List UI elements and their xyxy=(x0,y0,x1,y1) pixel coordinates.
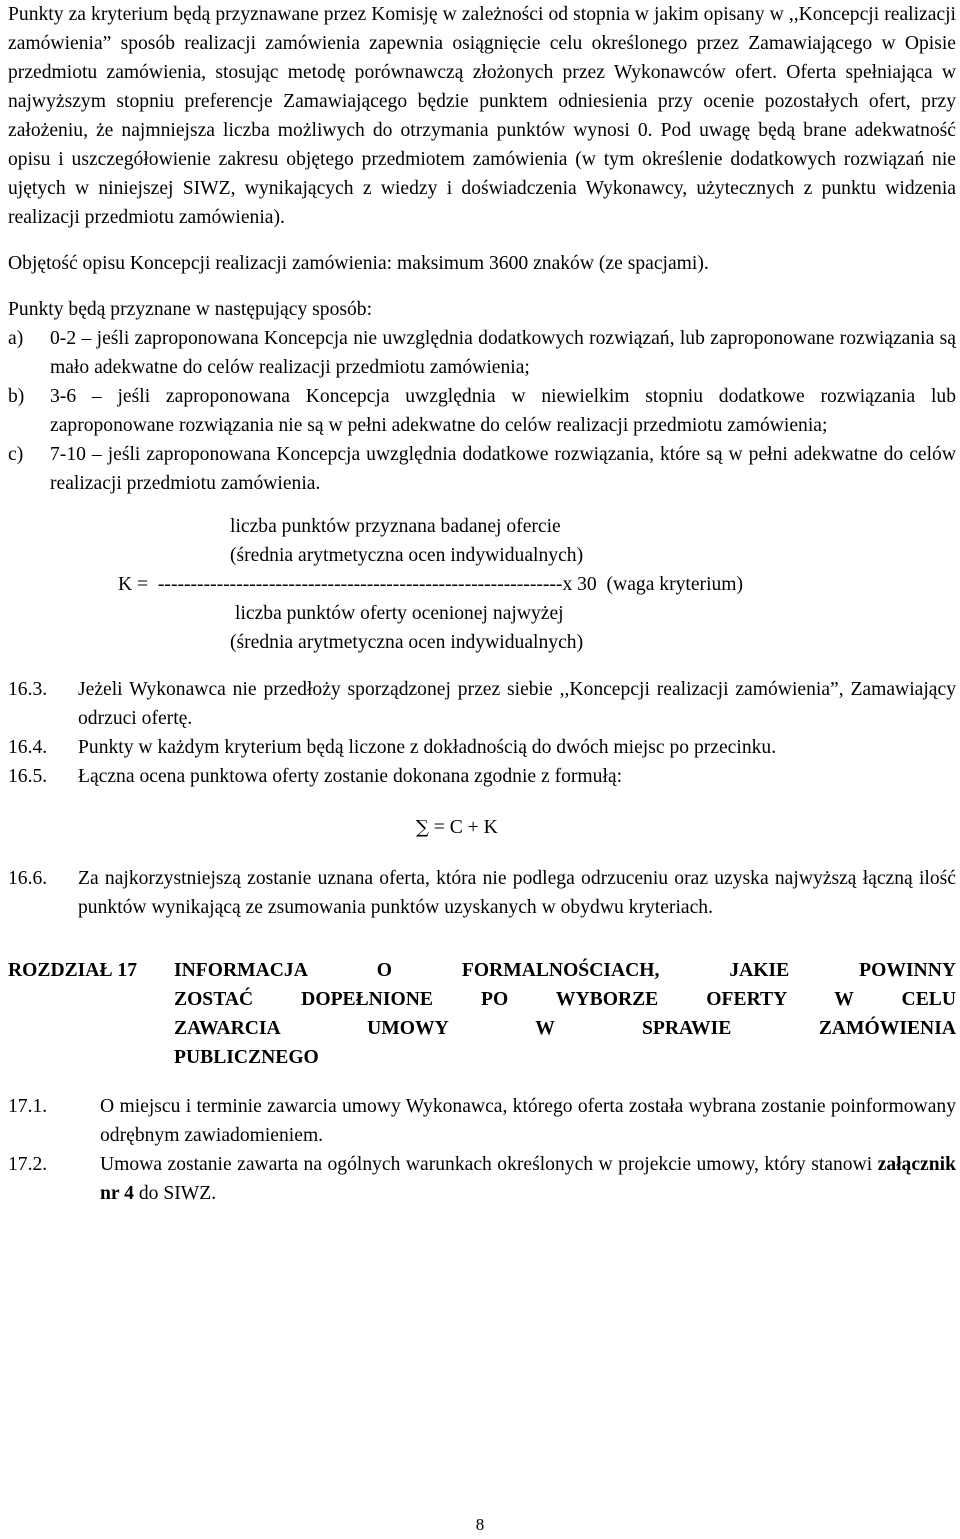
point-number: 16.3. xyxy=(8,679,48,700)
point-text-before: Umowa zostanie zawarta na ogólnych warunkach określonych w projekcie umowy, który stanowi xyxy=(100,1154,878,1175)
point-number: 16.6. xyxy=(8,868,48,889)
intro-paragraph: Punkty za kryterium będą przyznawane przez Komisję w zależności od stopnia w jakim opisany w ,,Koncepcji realizacji zamówienia” sposób realizacji zamówienia zapewnia osiągnięcie celu określonego przez Zamawiającego w Opisie przedmiotu zamówienia, stosując metodę porównawczą złożonych przez Wykonawców ofert. Oferta spełniająca w najwyższym stopniu preferencje Zamawiającego będzie punktem odniesienia przy ocenie pozostałych ofert, przy założeniu, że najmniejsza liczba możliwych do otrzymania punktów wynosi 0. Pod uwagę będą brane adekwatność opisu i uszczegółowienie zakresu objętego przedmiotem zamówienia (w tym określenie dodatkowych rozwiązań nie ujętych w niniejszej SIWZ, wynikających z wiedzy i doświadczenia Wykonawcy, użytecznych z punktu widzenia realizacji przedmiotu zamówienia). xyxy=(8,4,956,228)
volume-note: Objętość opisu Koncepcji realizacji zamówienia: maksimum 3600 znaków (ze spacjami). xyxy=(8,253,709,274)
point-17-1 xyxy=(8,1092,956,1150)
scoring-item-letter: c) xyxy=(8,444,24,465)
scoring-intro: Punkty będą przyznane w następujący sposób: xyxy=(8,299,373,320)
point-number: 17.2. xyxy=(8,1154,48,1175)
sum-formula xyxy=(8,813,956,842)
chapter-title-line: ZOSTAĆ DOPEŁNIONE PO WYBORZE OFERTY W CELU xyxy=(174,989,956,1010)
formula-main-line: K = --------------------------------------------------------------x 30 (waga kryterium) xyxy=(118,574,744,595)
scoring-item-c xyxy=(8,440,956,498)
point-number: 16.4. xyxy=(8,737,48,758)
sum-sign: ∑ xyxy=(416,817,429,838)
chapter-title xyxy=(174,956,956,1072)
scoring-item-text: 0-2 – jeśli zaproponowana Koncepcja nie uwzględnia dodatkowych rozwiązań, lub zaproponowane rozwiązania są mało adekwatne do celów realizacji przedmiotu zamówienia; xyxy=(50,328,956,378)
point-number: 17.1. xyxy=(8,1096,48,1117)
point-text xyxy=(100,1150,956,1208)
point-text: Za najkorzystniejszą zostanie uznana oferta, która nie podlega odrzuceniu oraz uzyska najwyższą łączną ilość punktów wynikającą ze zsumowania punktów uzyskanych w obydwu kryteriach. xyxy=(78,868,956,918)
point-text: O miejscu i terminie zawarcia umowy Wykonawca, którego oferta została wybrana zostanie poinformowany odrębnym zawiadomieniem. xyxy=(100,1096,956,1146)
point-text: Łączna ocena punktowa oferty zostanie dokonana zgodnie z formułą: xyxy=(78,766,623,787)
document-page xyxy=(8,0,956,1208)
point-16-3 xyxy=(8,675,956,733)
point-16-4 xyxy=(8,733,956,762)
point-17-2 xyxy=(8,1150,956,1208)
scoring-item-letter: b) xyxy=(8,386,25,407)
point-number: 16.5. xyxy=(8,766,48,787)
point-16-5 xyxy=(8,762,956,791)
scoring-item-text: 7-10 – jeśli zaproponowana Koncepcja uwzględnia dodatkowe rozwiązania, które są w pełni adekwatne do celów realizacji przedmiotu zamówienia. xyxy=(50,444,956,494)
scoring-item-a xyxy=(8,324,956,382)
sum-formula-rest: = C + K xyxy=(428,817,498,838)
k-formula xyxy=(8,512,956,657)
chapter-title-line: INFORMACJA O FORMALNOŚCIACH, JAKIE POWINNY xyxy=(174,960,956,981)
attachment-reference: załącznik nr 4 xyxy=(100,1154,956,1204)
scoring-item-letter: a) xyxy=(8,328,24,349)
point-text: Punkty w każdym kryterium będą liczone z dokładnością do dwóch miejsc po przecinku. xyxy=(78,737,777,758)
scoring-list xyxy=(8,324,956,498)
scoring-item-b xyxy=(8,382,956,440)
chapter-title-line: PUBLICZNEGO xyxy=(174,1047,319,1068)
chapter-title-line: ZAWARCIA UMOWY W SPRAWIE ZAMÓWIENIA xyxy=(174,1018,956,1039)
page-number: 8 xyxy=(475,1515,485,1534)
chapter-number: ROZDZIAŁ 17 xyxy=(8,960,138,981)
chapter-heading xyxy=(8,956,956,1072)
formula-numerator-line1: liczba punktów przyznana badanej ofercie xyxy=(230,516,561,537)
formula-denominator-line2: (średnia arytmetyczna ocen indywidualnych) xyxy=(230,632,584,653)
scoring-item-text: 3-6 – jeśli zaproponowana Koncepcja uwzględnia w niewielkim stopniu dodatkowe rozwiązania lub zaproponowane rozwiązania nie są w pełni adekwatne do celów realizacji przedmiotu zamówienia; xyxy=(50,386,956,436)
formula-denominator-line1: liczba punktów oferty ocenionej najwyżej xyxy=(235,603,564,624)
point-text: Jeżeli Wykonawca nie przedłoży sporządzonej przez siebie ,,Koncepcji realizacji zamówienia”, Zamawiający odrzuci ofertę. xyxy=(78,679,956,729)
point-text-after: do SIWZ. xyxy=(133,1183,217,1204)
point-16-6 xyxy=(8,864,956,922)
formula-numerator-line2: (średnia arytmetyczna ocen indywidualnych) xyxy=(230,545,584,566)
